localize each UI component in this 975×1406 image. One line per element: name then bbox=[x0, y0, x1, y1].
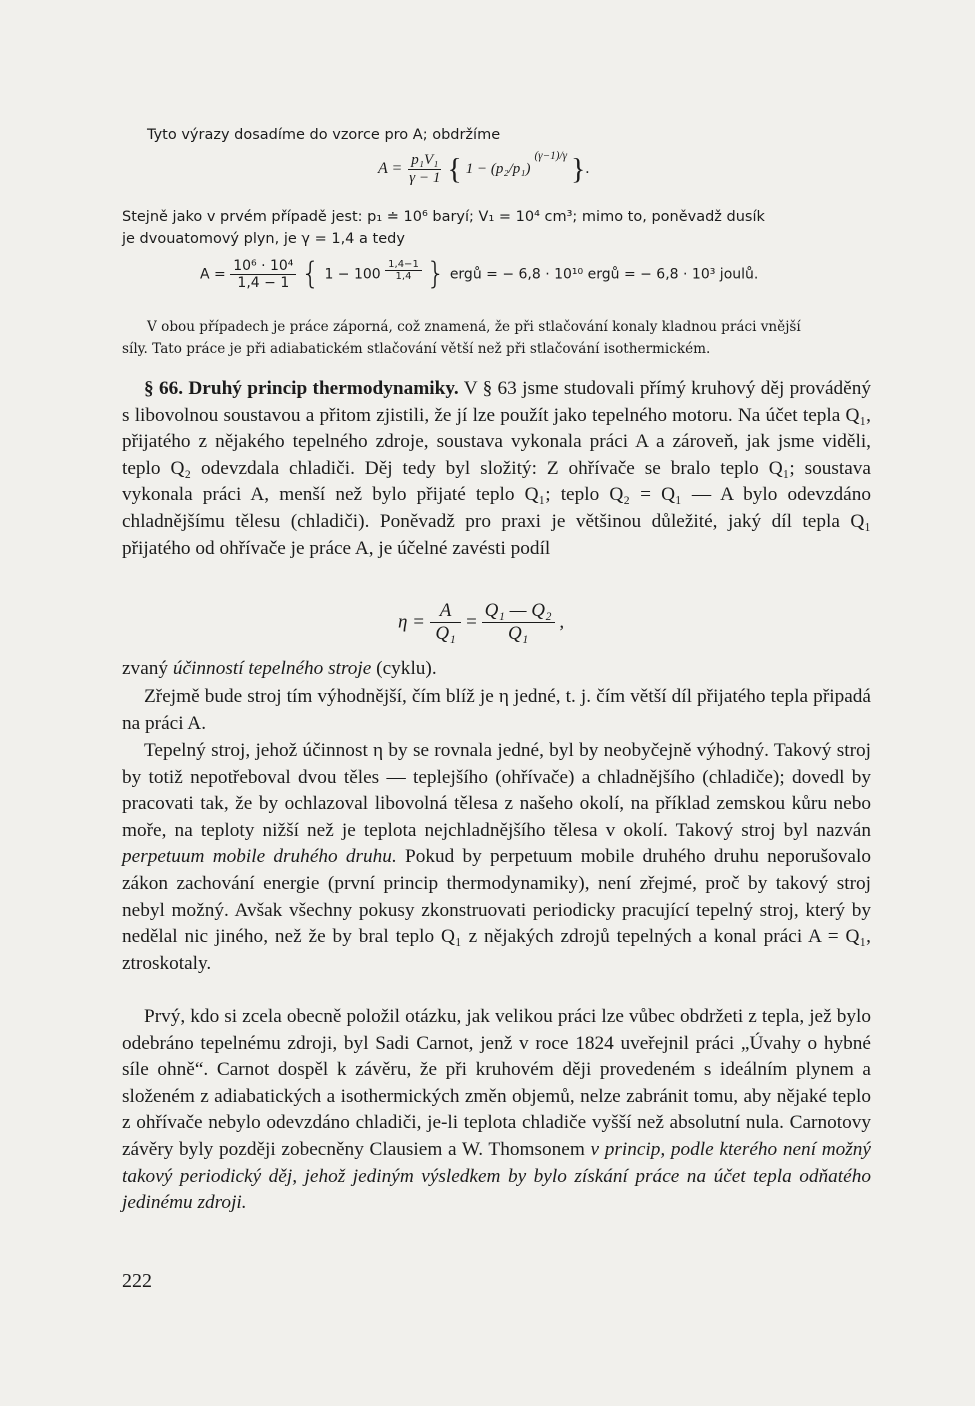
formula3-den2: Q₁ bbox=[507, 622, 529, 644]
formula3-den1: Q₁ bbox=[435, 622, 456, 644]
formula3-fraction-2 bbox=[482, 600, 555, 645]
intro-line: Tyto výrazy dosadíme do vzorce pro A; obdržíme bbox=[147, 127, 501, 143]
formula3-num2: Q₁ — Q₂ bbox=[482, 600, 555, 623]
section-title: Druhý princip thermodynamiky. bbox=[188, 378, 459, 399]
formula3-lhs: η = bbox=[398, 611, 425, 633]
heat-engine-term: perpetuum mobile druhého druhu. bbox=[122, 846, 397, 868]
formula2-right-brace: } bbox=[426, 256, 446, 292]
paragraph-obviously: Zřejmě bude stroj tím výhodnější, čím blíž je η jedné, t. j. čím větší díl přijatého tepla připadá na práci A. bbox=[122, 686, 871, 734]
formula-efficiency bbox=[398, 600, 564, 645]
formula2-fraction bbox=[230, 258, 296, 291]
formula2-left-brace: { bbox=[300, 256, 320, 292]
text-same-case-1: Stejně jako v prvém případě jest: p₁ ≐ 10⁶ baryí; V₁ = 10⁴ cm³; mimo to, poněvadž dusík bbox=[122, 209, 765, 225]
formula1-left-brace: { bbox=[447, 152, 462, 186]
formula2-result: ergů = − 6,8 · 10¹⁰ ergů = − 6,8 · 10³ joulů. bbox=[449, 266, 759, 283]
named-efficiency-line bbox=[122, 656, 871, 683]
formula1-exponent: (γ−1)/γ bbox=[534, 150, 567, 162]
formula2-denominator: 1,4 − 1 bbox=[237, 275, 290, 292]
section-66-paragraph bbox=[122, 376, 871, 562]
paragraph-heat-engine bbox=[122, 738, 871, 977]
named-term: účinností tepelného stroje bbox=[172, 658, 372, 679]
formula-work-numeric bbox=[200, 258, 758, 291]
carnot-pre: Prvý, kdo si zcela obecně položil otázku, jak velikou práci lze vůbec obdržeti z tepla, jež bylo odebráno tepelnému zdroji, byl Sadi Carnot, jenž v roce 1824 uveřejnil práci „Úvahy o hybné síle ohně“. Carnot dospěl k závěru, že při kruhovém ději provedeném s ideálním plynem a složeném z adiabatických a isothermických změn objemů, nelze zabránit tomu, aby nějaké teplo z ohřívače nebylo odevzdáno chladiči, je-li teplota chladiče vyšší než absolutní nula. Carnotovy závěry byly později zobecněny Clausiem a W. Thomsonem bbox=[122, 1006, 871, 1160]
named-post: (cyklu). bbox=[371, 658, 437, 679]
formula1-brace-body: 1 − (p₂/p₁) bbox=[465, 161, 531, 177]
formula2-exponent bbox=[385, 259, 422, 283]
small-paragraph-1: V obou případech je práce záporná, což znamená, že při stlačování konaly kladnou práci vnější bbox=[147, 319, 801, 335]
page-number: 222 bbox=[122, 1270, 152, 1292]
formula2-exp-den: 1,4 bbox=[395, 271, 412, 283]
section-mark: § 66. bbox=[144, 378, 184, 399]
carnot-principle: v princip, podle kterého není možný takový periodický děj, jehož jediným výsledkem by bylo získání práce na účet tepla odňatého jedinému zdroji. bbox=[122, 1138, 871, 1214]
formula1-numerator: p₁V₁ bbox=[408, 152, 441, 170]
formula2-exp-num: 1,4−1 bbox=[385, 259, 422, 272]
formula2-brace-body: 1 − 100 bbox=[324, 266, 381, 283]
formula3-num1: A bbox=[430, 600, 462, 623]
formula1-fraction bbox=[406, 152, 443, 188]
formula2-numerator: 10⁶ · 10⁴ bbox=[230, 258, 296, 275]
formula3-tail: , bbox=[559, 611, 565, 633]
formula2-lhs: A = bbox=[200, 266, 226, 283]
formula1-lhs: A = bbox=[378, 160, 403, 177]
heat-engine-post: Pokud by perpetuum mobile druhého druhu neporušovalo zákon zachování energie (první princip thermodynamiky), není zřejmé, proč by takový stroj nebyl možný. Avšak všechny pokusy zkonstruovati periodicky pracující tepelný stroj, který by nedělal nic jiného, než že by bral teplo Q₁ z nějakých zdrojů tepelných a konal práci A = Q₁, ztroskotaly. bbox=[122, 846, 871, 974]
heat-engine-pre: Tepelný stroj, jehož účinnost η by se rovnala jedné, byl by neobyčejně výhodný. Takový stroj by totiž nepotřeboval dvou těles — teplejšího (ohřívače) a chladnějšího (chladiče); dovedl by pracovati tak, že by ochlazoval libovolná tělesa z našeho okolí, na příklad zemskou kůru nebo moře, na teploty nižší než je teplota nejchladnějšího tělesa v okolí. Takový stroj byl nazván bbox=[122, 740, 871, 841]
paragraph-carnot bbox=[122, 1004, 871, 1217]
formula3-eq: = bbox=[466, 611, 477, 633]
formula-work-general: A = $\frac{\text{p₁V₁}}{\gamma - 1}$ { 1 − (p₂/p₁) $^{(\gamma-1)/\gamma}$ }. bbox=[378, 150, 590, 186]
formula1-right-brace: } bbox=[570, 152, 586, 186]
formula3-fraction-1 bbox=[430, 600, 462, 645]
formula1-denominator: γ − 1 bbox=[409, 169, 441, 186]
section-text: V § 63 jsme studovali přímý kruhový děj prováděný s libovolnou soustavou a přitom zjistili, že jí lze použít jako tepelného motoru. Na účet tepla Q₁, přijatého z nějakého tepelného zdroje, soustava vykonala práci A a zároveň, jak jsme viděli, teplo Q₂ odevzdala chladiči. Děj tedy byl složitý: Z ohřívače se bralo teplo Q₁; soustava vykonala práci A, menší než bylo přijaté teplo Q₁; teplo Q₂ = Q₁ — A bylo odevzdáno chladnějšímu tělesu (chladiči). Poněvadž pro praxi je většinou důležité, jaký díl tepla Q₁ přijatého od ohřívače je práce A, je účelné zavésti podíl bbox=[122, 378, 871, 559]
small-paragraph-2: síly. Tato práce je při adiabatickém stlačování větší než při stlačování isothermickém. bbox=[122, 341, 711, 357]
named-pre: zvaný bbox=[122, 658, 173, 679]
text-same-case-2: je dvouatomový plyn, je γ = 1,4 a tedy bbox=[122, 231, 405, 247]
